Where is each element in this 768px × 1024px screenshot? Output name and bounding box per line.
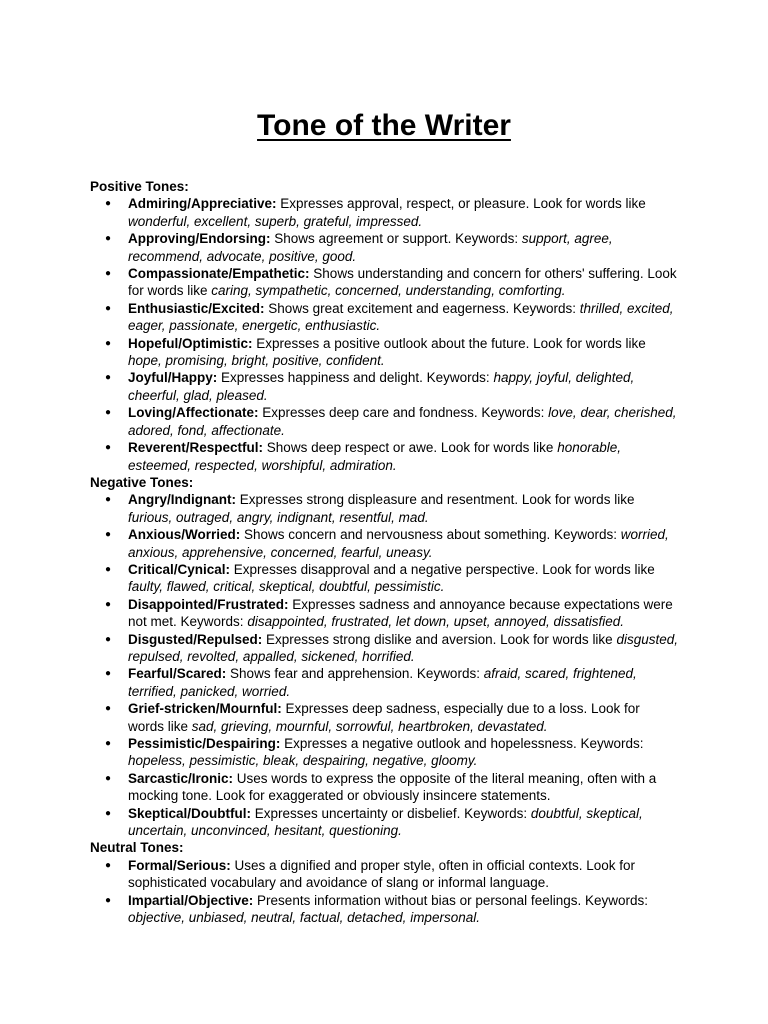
tone-term: Disgusted/Repulsed: bbox=[128, 631, 263, 647]
tone-description: Shows deep respect or awe. Look for words like bbox=[263, 440, 558, 456]
tone-item-fearful-scared bbox=[90, 665, 678, 700]
tone-description: Expresses a positive outlook about the future. Look for words like bbox=[252, 335, 646, 351]
tone-description: Expresses approval, respect, or pleasure. Look for words like bbox=[276, 196, 646, 212]
tone-term: Angry/Indignant: bbox=[128, 492, 236, 508]
tone-keywords: faulty, flawed, critical, skeptical, doubtful, pessimistic. bbox=[128, 579, 445, 595]
tone-item-enthusiastic-excited bbox=[90, 300, 678, 335]
tone-item-joyful-happy bbox=[90, 369, 678, 404]
tone-keywords: thrilled, excited, eager, passionate, energetic, enthusiastic. bbox=[128, 300, 674, 334]
tone-description: Expresses strong displeasure and resentment. Look for words like bbox=[236, 492, 635, 508]
tone-item-pessimistic-despairing bbox=[90, 735, 678, 770]
tone-term: Impartial/Objective: bbox=[128, 892, 254, 908]
tone-term: Skeptical/Doubtful: bbox=[128, 805, 252, 821]
tone-item-grief-stricken-mournful bbox=[90, 700, 678, 735]
tone-description: Expresses deep sadness, especially due to a loss. Look for words like bbox=[128, 701, 640, 734]
tone-term: Reverent/Respectful: bbox=[128, 440, 264, 456]
tone-keywords: caring, sympathetic, concerned, understanding, comforting. bbox=[211, 283, 566, 299]
tone-keywords: love, dear, cherished, adored, fond, affectionate. bbox=[128, 405, 677, 438]
tone-item-angry-indignant bbox=[90, 491, 678, 526]
tone-item-skeptical-doubtful bbox=[90, 805, 678, 840]
tone-description: Presents information without bias or personal feelings. Keywords: bbox=[253, 892, 648, 908]
tone-description: Uses words to express the opposite of the literal meaning, often with a mocking tone. Look for exaggerated or obviously insincere statements. bbox=[128, 770, 657, 804]
tone-item-anxious-worried bbox=[90, 526, 678, 561]
tone-item-impartial-objective bbox=[90, 892, 678, 927]
tone-description: Shows fear and apprehension. Keywords: bbox=[226, 666, 484, 682]
tone-keywords: happy, joyful, delighted, cheerful, glad, pleased. bbox=[128, 370, 635, 403]
tone-item-admiring-appreciative bbox=[90, 195, 678, 230]
tone-keywords: afraid, scared, frightened, terrified, panicked, worried. bbox=[128, 666, 637, 699]
tone-description: Shows understanding and concern for others' suffering. Look for words like bbox=[128, 266, 677, 299]
tone-item-compassionate-empathetic bbox=[90, 265, 678, 300]
tone-term: Anxious/Worried: bbox=[128, 527, 241, 543]
tone-term: Fearful/Scared: bbox=[128, 666, 227, 682]
tone-item-reverent-respectful bbox=[90, 439, 678, 474]
tone-keywords: honorable, esteemed, respected, worshipful, admiration. bbox=[128, 440, 622, 473]
tone-item-formal-serious bbox=[90, 857, 678, 892]
tone-list bbox=[90, 491, 678, 839]
tone-description: Expresses a negative outlook and hopelessness. Keywords: bbox=[280, 736, 644, 751]
section-heading: Neutral Tones: bbox=[90, 840, 184, 856]
tone-keywords: disgusted, repulsed, revolted, appalled, sickened, horrified. bbox=[128, 631, 678, 664]
tone-item-disappointed-frustrated bbox=[90, 596, 678, 631]
tone-term: Compassionate/Empathetic: bbox=[128, 266, 310, 282]
tone-item-loving-affectionate bbox=[90, 404, 678, 439]
section-neutral-tones bbox=[90, 839, 678, 926]
tone-term: Formal/Serious: bbox=[128, 857, 231, 873]
tone-term: Hopeful/Optimistic: bbox=[128, 335, 253, 351]
tone-term: Loving/Affectionate: bbox=[128, 405, 259, 421]
tone-description: Expresses disapproval and a negative perspective. Look for words like bbox=[230, 561, 655, 577]
tone-term: Critical/Cynical: bbox=[128, 561, 231, 577]
section-heading: Negative Tones: bbox=[90, 474, 194, 490]
tone-keywords: disappointed, frustrated, let down, upset, annoyed, dissatisfied. bbox=[247, 614, 625, 630]
tone-term: Sarcastic/Ironic: bbox=[128, 770, 234, 786]
page-title: Tone of the Writer bbox=[257, 109, 511, 142]
tone-item-sarcastic-ironic bbox=[90, 770, 678, 805]
tone-item-approving-endorsing bbox=[90, 230, 678, 265]
tone-description: Shows great excitement and eagerness. Keywords: bbox=[264, 300, 580, 316]
tone-keywords: hopeless, pessimistic, bleak, despairing, negative, gloomy. bbox=[128, 753, 478, 769]
tone-description: Expresses happiness and delight. Keywords: bbox=[217, 370, 494, 386]
tone-keywords: objective, unbiased, neutral, factual, detached, impersonal. bbox=[128, 910, 480, 926]
tone-description: Shows concern and nervousness about something. Keywords: bbox=[240, 527, 621, 543]
tone-item-critical-cynical bbox=[90, 561, 678, 596]
tone-term: Grief-stricken/Mournful: bbox=[128, 701, 282, 717]
tone-item-hopeful-optimistic bbox=[90, 335, 678, 370]
section-positive-tones bbox=[90, 178, 678, 474]
section-heading: Positive Tones: bbox=[90, 179, 189, 194]
tone-keywords: sad, grieving, mournful, sorrowful, heartbroken, devastated. bbox=[191, 718, 548, 734]
tone-description: Uses a dignified and proper style, often in official contexts. Look for sophisticated vocabulary and avoidance of slang or informal language. bbox=[128, 857, 636, 891]
tone-term: Approving/Endorsing: bbox=[128, 231, 271, 247]
tone-term: Disappointed/Frustrated: bbox=[128, 596, 289, 612]
document-body bbox=[90, 178, 678, 926]
tone-description: Expresses uncertainty or disbelief. Keywords: bbox=[251, 805, 531, 821]
tone-keywords: doubtful, skeptical, uncertain, unconvinced, hesitant, questioning. bbox=[128, 805, 643, 839]
tone-keywords: hope, promising, bright, positive, confident. bbox=[128, 353, 385, 369]
tone-description: Expresses strong dislike and aversion. Look for words like bbox=[262, 631, 617, 647]
tone-list bbox=[90, 195, 678, 474]
tone-description: Expresses deep care and fondness. Keywords: bbox=[258, 405, 549, 421]
tone-description: Shows agreement or support. Keywords: bbox=[270, 231, 522, 247]
tone-description: Expresses sadness and annoyance because expectations were not met. Keywords: bbox=[128, 596, 673, 630]
tone-item-disgusted-repulsed bbox=[90, 631, 678, 666]
section-negative-tones bbox=[90, 474, 678, 840]
tone-keywords: furious, outraged, angry, indignant, resentful, mad. bbox=[128, 509, 429, 525]
tone-keywords: wonderful, excellent, superb, grateful, impressed. bbox=[128, 213, 423, 229]
tone-term: Joyful/Happy: bbox=[128, 370, 218, 386]
tone-term: Admiring/Appreciative: bbox=[128, 196, 277, 212]
tone-keywords: support, agree, recommend, advocate, positive, good. bbox=[128, 231, 613, 264]
tone-term: Pessimistic/Despairing: bbox=[128, 736, 281, 751]
tone-list bbox=[90, 857, 678, 927]
tone-keywords: worried, anxious, apprehensive, concerned, fearful, uneasy. bbox=[128, 527, 669, 560]
tone-term: Enthusiastic/Excited: bbox=[128, 300, 265, 316]
